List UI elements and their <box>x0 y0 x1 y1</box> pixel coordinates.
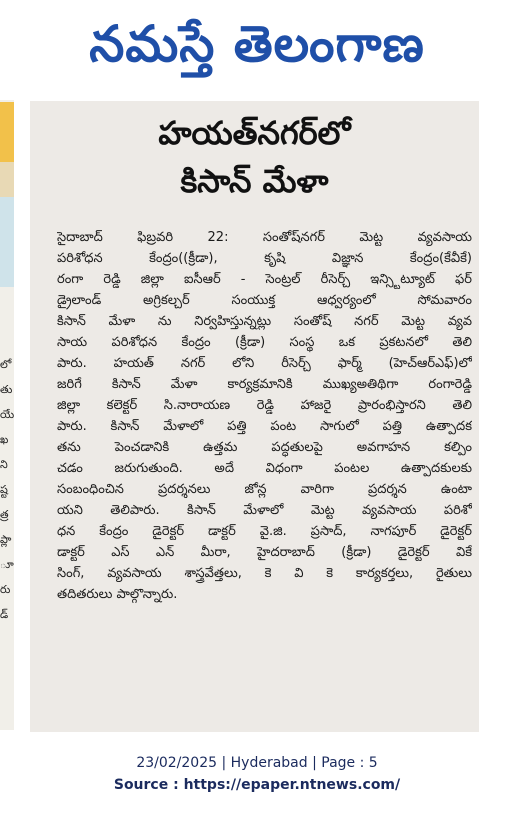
article-line: సింగ్, వ్యవసాయ శాస్త్రవేత్తలు, కె వి కె కార్యకర్తలు, రైతులు <box>57 566 472 581</box>
adjacent-text-fragment: ూ <box>0 558 14 571</box>
adjacent-text-fragment: ని <box>0 458 8 471</box>
adjacent-text-fragment: రు <box>0 583 11 596</box>
newspaper-logo: నమస్తే తెలంగాణ <box>89 15 425 73</box>
article-line: సంబంధించిన ప్రదర్శనలు జోన్ల వారిగా ప్రదర్శన ఉంటా <box>57 482 472 497</box>
adjacent-text-fragment: ష్ట <box>0 483 8 496</box>
masthead <box>0 0 514 92</box>
article-line: డ్రైలాండ్ అగ్రికల్చర్ సంయుక్త ఆధ్వర్యంలో సోమవారం <box>57 293 472 308</box>
article-line: ధన కేంద్రం డైరెక్టర్ డాక్టర్ వై.జి. ప్రసాద్, నాగపూర్ డైరెక్టర్ <box>57 524 472 539</box>
adjacent-column-text <box>0 352 14 627</box>
article-line: యని తెలిపారు. కిసాన్ మేళాలో మెట్ట వ్యవసాయ పరిశో <box>57 503 472 518</box>
article-line: సాయ పరిశోధన కేంద్రం (క్రీడా) సంస్థ ఒక ప్రకటనలో తెలి <box>57 335 472 350</box>
article-line: కిసాన్ మేళా ను నిర్వహిస్తున్నట్లు సంతోష్ నగర్ మెట్ట వ్యవ <box>57 314 472 329</box>
article-line: పారు. హయత్ నగర్ లోని రీసెర్చ్ ఫార్మ్ (హెచ్ఆర్ఎఫ్)లో <box>57 356 472 371</box>
adjacent-text-fragment: యే <box>0 408 14 421</box>
clipping-footer <box>0 752 514 796</box>
article-line: చడం జరుగుతుంది. అదే విధంగా పంటల ఉత్పాదకులకు <box>57 461 472 476</box>
adjacent-text-fragment: లో <box>0 358 12 371</box>
article-line: సైదాబాద్ ఫిబ్రవరి 22: సంతోష్‌నగర్ మెట్ట వ్యవసాయ <box>57 230 472 245</box>
source-link[interactable]: Source : https://epaper.ntnews.com/ <box>113 777 401 793</box>
article-line: పారు. కిసాన్ మేళాలో పత్తి పంట సాగులో పత్తి ఉత్పాదక <box>57 419 472 434</box>
article-body <box>57 227 472 605</box>
headline-line-1: హయత్‌నగర్‌లో <box>158 114 351 152</box>
adjacent-photo-lower <box>0 162 14 197</box>
article-line: తను పెంచడానికి ఉత్తమ పద్ధతులపై అవగాహన కల్పిం <box>57 440 472 455</box>
adjacent-text-fragment: త్ర <box>0 508 9 521</box>
adjacent-photo <box>0 102 14 162</box>
news-article <box>30 101 479 732</box>
headline-line-2: కిసాన్ మేళా <box>180 162 329 200</box>
adjacent-photo-caption-area <box>0 197 14 287</box>
adjacent-text-fragment: ఖ <box>0 433 9 446</box>
article-line: జిల్లా కలెక్టర్ సి.నారాయణ రెడ్డి హాజరై ప్రారంభిస్తారని తెలి <box>57 398 472 413</box>
adjacent-text-fragment: తు <box>0 383 13 396</box>
publication-info: 23/02/2025 | Hyderabad | Page : 5 <box>136 755 378 771</box>
article-line: పరిశోధన కేంద్రం((క్రీడా), కృషి విజ్ఞాన కేంద్రం(కేవీకే) <box>57 251 472 266</box>
article-line: డాక్టర్ ఎస్ ఎన్ మీరా, హైదరాబాద్ (క్రీడా) డైరెక్టర్ వికే <box>57 545 472 560</box>
article-headline <box>30 109 479 205</box>
article-line: తదితరులు పాల్గొన్నారు. <box>57 587 178 602</box>
article-line: రంగా రెడ్డి జిల్లా ఐసీఆర్ - సెంట్రల్ రీసెర్చ్ ఇన్స్టిట్యూట్ ఫర్ <box>57 272 472 287</box>
article-line: జరిగే కిసాన్ మేళా కార్యక్రమానికి ముఖ్యఅతిథిగా రంగారెడ్డి <box>57 377 472 392</box>
adjacent-text-fragment: డ్ <box>0 608 9 621</box>
adjacent-text-fragment: ప్లా <box>0 533 12 546</box>
